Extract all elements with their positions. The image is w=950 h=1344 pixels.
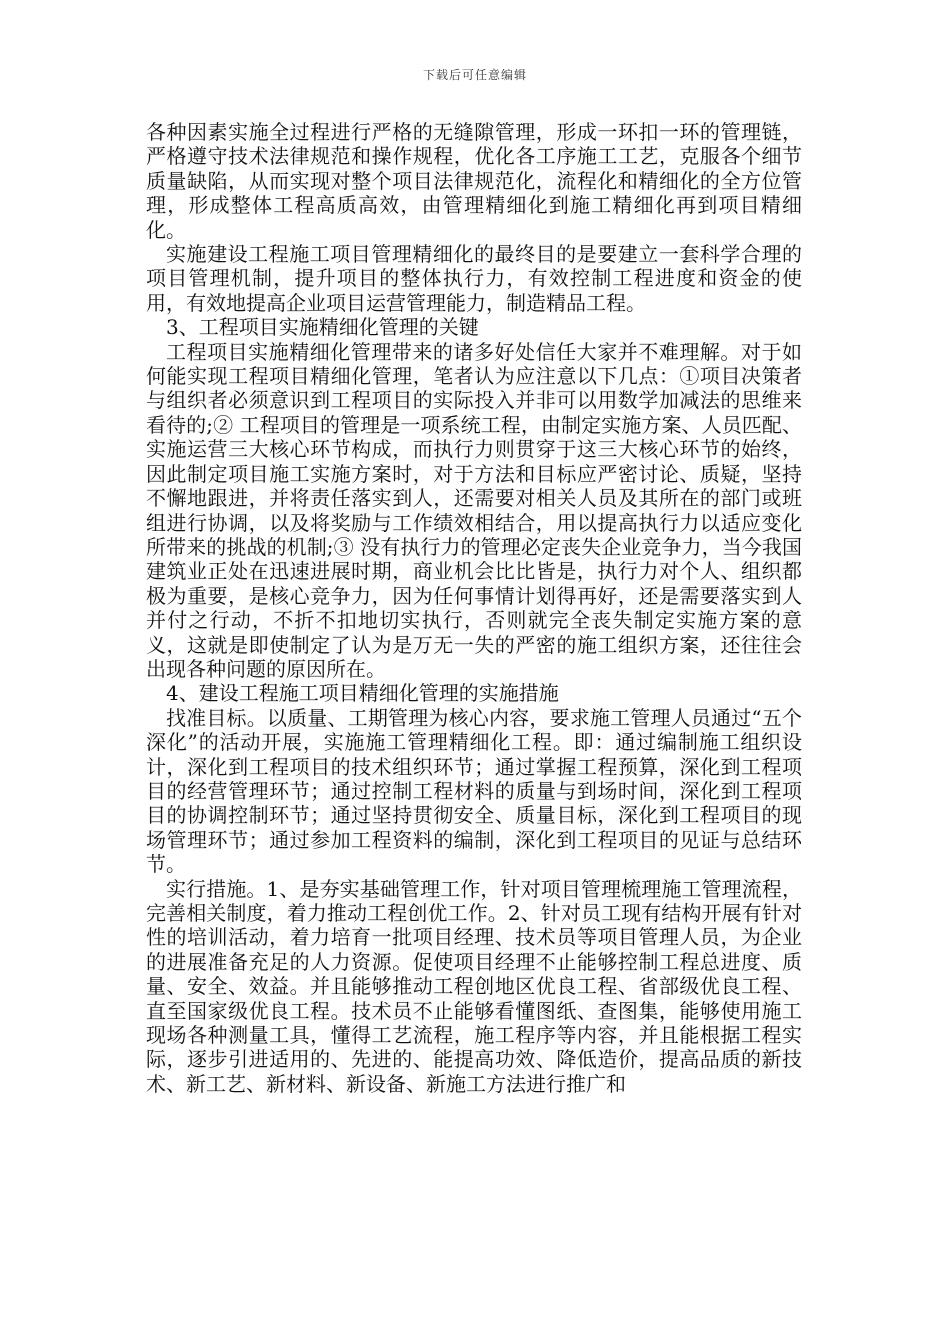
paragraph: 实行措施。1、是夯实基础管理工作，针对项目管理梳理施工管理流程，完善相关制度，着力推动工程创优工作。2、针对员工现有结构开展有针对性的培训活动，着力培育一批项目经理、技术员等项目管理人员，为企业的进展准备充足的人力资源。促使项目经理不止能够控制工程总进度、质量、安全、效益。并且能够推动工程创地区优良工程、省部级优良工程、直至国家级优良工程。技术员不止能够看懂图纸、查图集，能够使用施工现场各种测量工具，懂得工艺流程，施工程序等内容，并且能根据工程实际，逐步引进适用的、先进的、能提高功效、降低造价，提高品质的新技术、新工艺、新材料、新设备、新施工方法进行推广和 [146, 876, 802, 1096]
document-body [146, 120, 802, 1096]
paragraph: 找准目标。以质量、工期管理为核心内容，要求施工管理人员通过“五个深化”的活动开展，实施施工管理精细化工程。即：通过编制施工组织设计，深化到工程项目的技术组织环节；通过掌握工程预算，深化到工程项目的经营管理环节；通过控制工程材料的质量与到场时间，深化到工程项目的协调控制环节；通过坚持贯彻安全、质量目标，深化到工程项目的现场管理环节；通过参加工程资料的编制，深化到工程项目的见证与总结环节。 [146, 705, 802, 877]
section-heading: 4、建设工程施工项目精细化管理的实施措施 [166, 681, 559, 706]
paragraph: 各种因素实施全过程进行严格的无缝隙管理，形成一环扣一环的管理链，严格遵守技术法律规范和操作规程，优化各工序施工工艺，克服各个细节质量缺陷，从而实现对整个项目法律规范化，流程化和精细化的全方位管理，形成整体工程高质高效，由管理精细化到施工精细化再到项目精细化。 [146, 120, 802, 242]
paragraph: 实施建设工程施工项目管理精细化的最终目的是要建立一套科学合理的项目管理机制，提升项目的整体执行力，有效控制工程进度和资金的使用，有效地提高企业项目运营管理能力，制造精品工程。 [146, 242, 802, 315]
section-heading: 3、工程项目实施精细化管理的关键 [166, 315, 479, 340]
page-header: 下载后可任意编辑 [422, 68, 527, 82]
paragraph: 工程项目实施精细化管理带来的诸多好处信任大家并不难理解。对于如何能实现工程项目精细化管理，笔者认为应注意以下几点：①项目决策者与组织者必须意识到工程项目的实际投入并非可以用数学加减法的思维来看待的;② 工程项目的管理是一项系统工程，由制定实施方案、人员匹配、实施运营三大核心环节构成，而执行力则贯穿于这三大核心环节的始终，因此制定项目施工实施方案时，对于方法和目标应严密讨论、质疑，坚持不懈地跟进，并将责任落实到人，还需要对相关人员及其所在的部门或班组进行协调，以及将奖励与工作绩效相结合，用以提高执行力以适应变化所带来的挑战的机制;③ 没有执行力的管理必定丧失企业竞争力，当今我国建筑业正处在迅速进展时期，商业机会比比皆是，执行力对个人、组织都极为重要，是核心竞争力，因为任何事情计划得再好，还是需要落实到人并付之行动，不折不扣地切实执行，否则就完全丧失制定实施方案的意义，这就是即使制定了认为是万无一失的严密的施工组织方案，还往往会出现各种问题的原因所在。 [146, 339, 802, 681]
